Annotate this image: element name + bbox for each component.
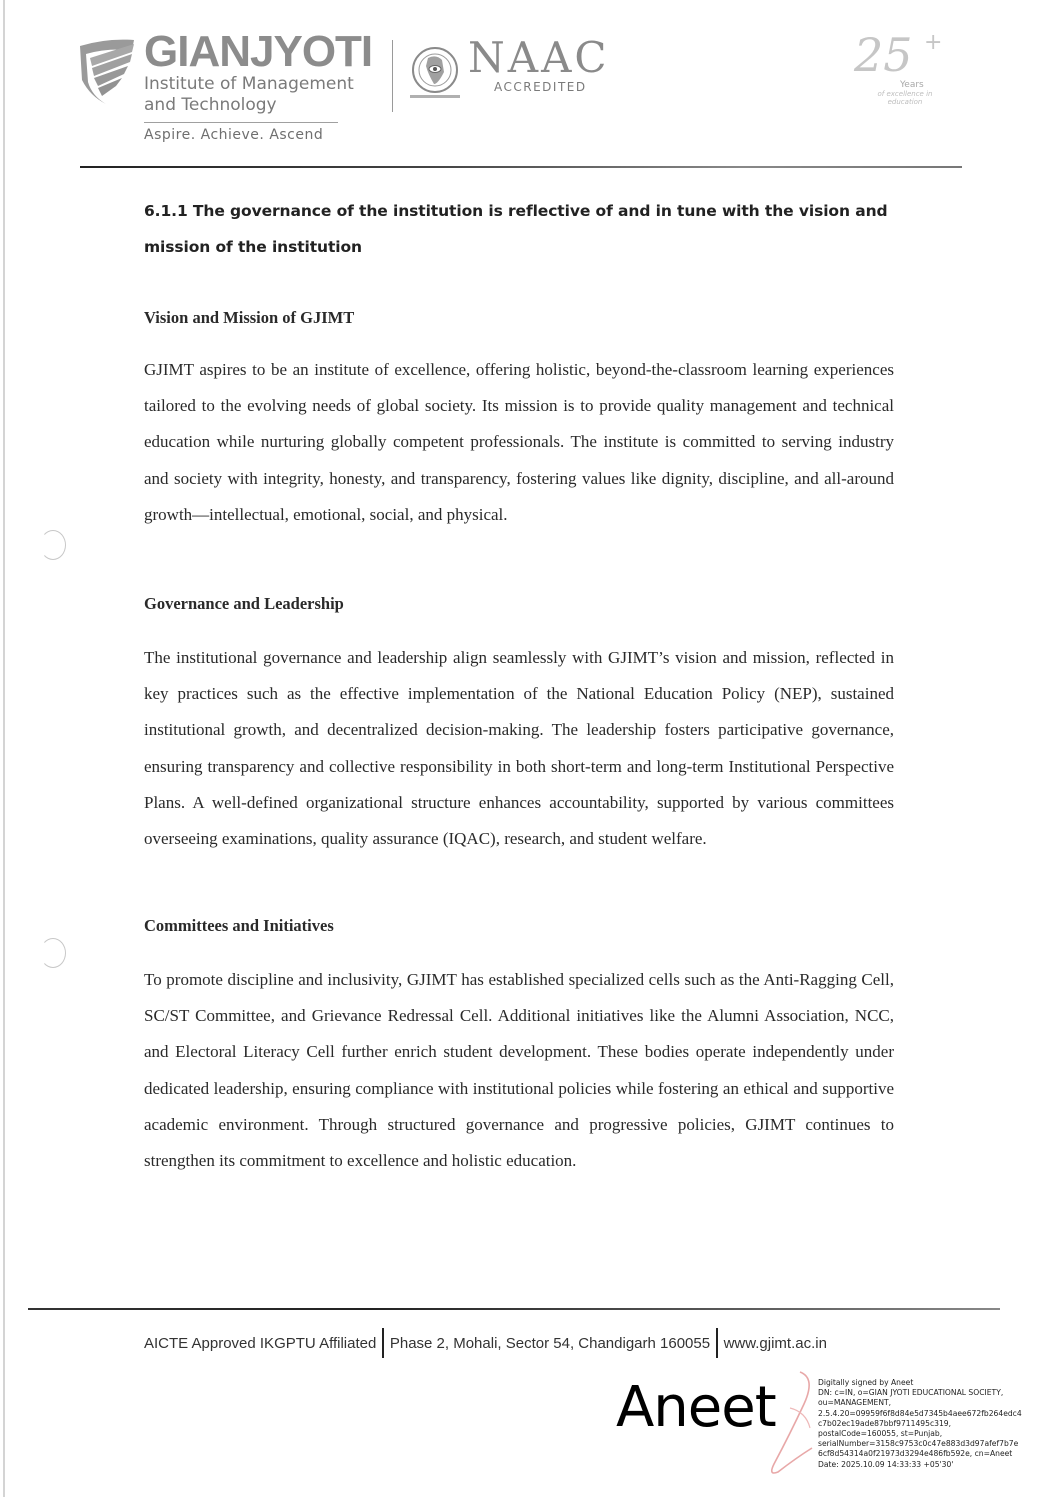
footer-approval: AICTE Approved IKGPTU Affiliated: [144, 1334, 377, 1352]
signature-name: Aneet: [616, 1375, 776, 1440]
document-heading: 6.1.1 The governance of the institution is reflective of and in tune with the vision and mission of the institution: [144, 202, 888, 256]
section-body-governance-leadership: The institutional governance and leadership align seamlessly with GJIMT’s vision and mission, reflected in key practices such as the effective implementation of the National Education Policy (NEP), sustained institutional growth, and decentralized decision-making. The leadership fosters participative governance, ensuring transparency and collective responsibility in both short-term and long-term Institutional Perspective Plans. A well-defined organizational structure enhances accountability, supported by various committees overseeing examinations, quality assurance (IQAC), research, and student welfare.: [144, 648, 894, 849]
signature-detail-line: postalCode=160055, st=Punjab,: [818, 1429, 943, 1439]
letterhead: [76, 24, 976, 154]
anniversary-number: 25: [854, 28, 913, 82]
footer-separator: [382, 1328, 384, 1358]
signature-detail-line: 2.5.4.20=09959f6f8d84e5d7345b4aee672fb264edc4: [818, 1408, 1022, 1418]
brand-divider: [144, 122, 338, 123]
section-body-vision-mission: GJIMT aspires to be an institute of excellence, offering holistic, beyond-the-classroom learning experiences tailored to the evolving needs of global society. Its mission is to provide quality management and technical education while nurturing globally competent professionals. The institute is committed to serving industry and society with integrity, honesty, and transparency, fostering values like dignity, discipline, and all-around growth—intellectual, emotional, social, and physical.: [144, 360, 894, 524]
anniversary-label: Years: [900, 80, 924, 90]
header-rule: [80, 166, 962, 168]
naac-emblem-icon: [406, 44, 464, 102]
section-title-governance-leadership: Governance and Leadership: [144, 594, 344, 613]
brand-subtitle-line1: Institute of Management: [144, 74, 354, 94]
signature-detail-line: serialNumber=3158c9753c0c47e883d3d97afef7b7e: [818, 1439, 1019, 1449]
footer-address: Phase 2, Mohali, Sector 54, Chandigarh 160055: [389, 1334, 711, 1352]
anniversary-caption: of excellence in education: [877, 90, 933, 106]
section-body-committees-initiatives: To promote discipline and inclusivity, GJIMT has established specialized cells such as the Anti-Ragging Cell, SC/ST Committee, and Grievance Redressal Cell. Additional initiatives like the Alumni Association, NCC, and Electoral Literacy Cell further enrich student development. These bodies operate independently under dedicated leadership, ensuring compliance with institutional policies while fostering an ethical and supportive academic environment. Through structured governance and progressive policies, GJIMT continues to strengthen its commitment to excellence and holistic education.: [144, 970, 894, 1171]
signature-detail-line: Digitally signed by Aneet: [818, 1378, 914, 1387]
brand-block: [144, 27, 373, 143]
signature-detail-line: ou=MANAGEMENT,: [818, 1398, 892, 1408]
signature-detail-line: Date: 2025.10.09 14:33:33 +05'30': [818, 1459, 954, 1469]
digital-signature-details: [818, 1378, 1028, 1470]
tagline: Aspire. Achieve. Ascend: [144, 127, 324, 143]
document-heading-block: [144, 193, 896, 265]
signature-detail-line: c7b02ec19ade87bbf9711495c319,: [818, 1418, 952, 1428]
footer-separator: [716, 1328, 718, 1358]
page-left-edge: [3, 0, 5, 1497]
footer-rule: [28, 1308, 1000, 1310]
signature-detail-line: 6cf8d54314a0f21973d3294e486fb592e, cn=Aneet: [818, 1449, 1013, 1459]
anniversary-plus: +: [924, 30, 943, 55]
punch-hole-mark: [40, 938, 66, 968]
accreditation-subtitle: ACCREDITED: [494, 80, 587, 94]
footer-website-link[interactable]: www.gjimt.ac.in: [723, 1334, 827, 1352]
brand-name: GIANJYOTI: [144, 27, 373, 76]
punch-hole-mark: [40, 530, 66, 560]
accreditation-title: NAAC: [468, 33, 610, 82]
signature-detail-line: DN: c=IN, o=GIAN JYOTI EDUCATIONAL SOCIETY,: [818, 1388, 1004, 1398]
anniversary-badge: [846, 28, 946, 108]
section-title-vision-mission: Vision and Mission of GJIMT: [144, 308, 355, 327]
section-title-committees-initiatives: Committees and Initiatives: [144, 916, 334, 935]
header-separator: [392, 40, 393, 112]
brand-subtitle-line2: and Technology: [144, 95, 277, 115]
letterhead-footer: [144, 1328, 827, 1358]
accreditation-block: [468, 33, 610, 94]
signature-watermark-icon: [760, 1368, 820, 1480]
shield-wings-logo-icon: [76, 36, 138, 108]
